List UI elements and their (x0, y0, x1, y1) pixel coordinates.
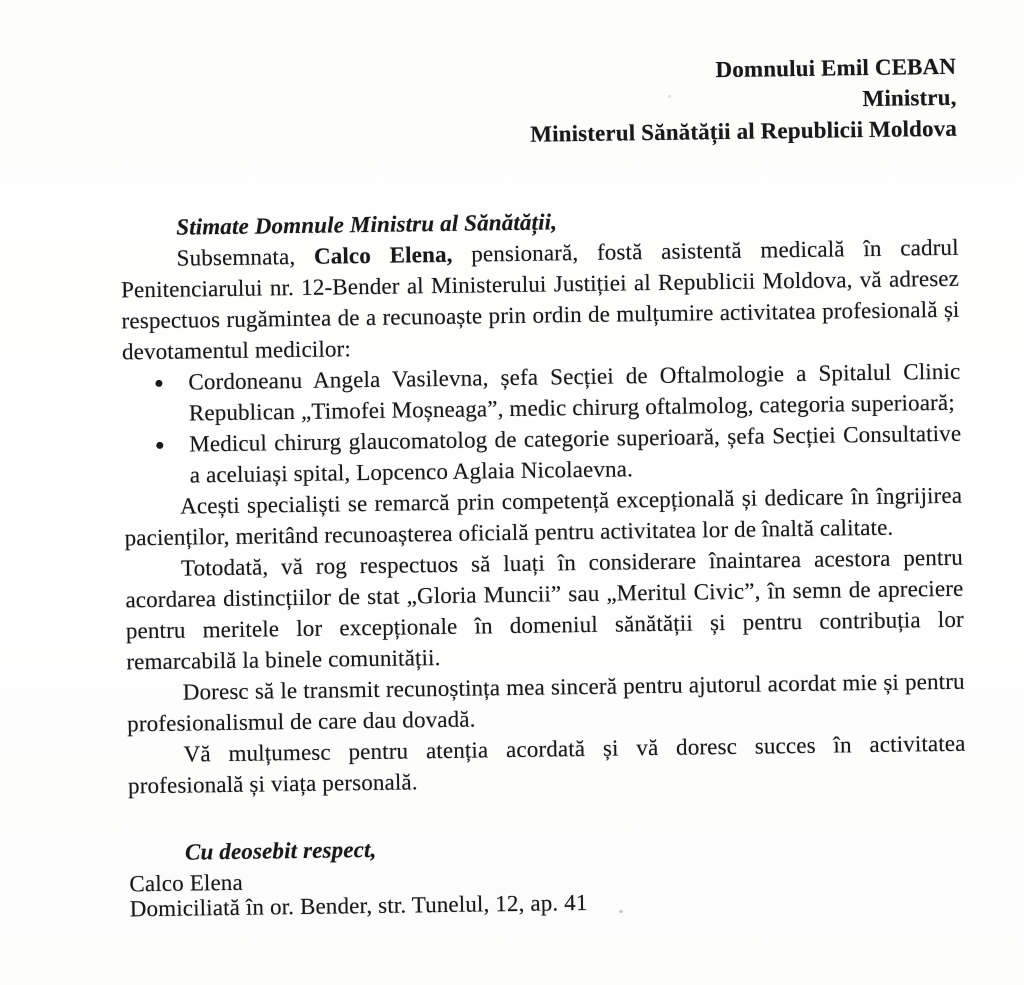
bullet-item-doctor-2 (123, 418, 962, 492)
bullet-icon (155, 380, 162, 387)
signature-name: Calco Elena (129, 869, 244, 897)
paragraph-thanks: Vă mulțumesc pentru atenția acordată și vă doresc succes în activitatea profesională și viața personală. (127, 730, 966, 799)
recipient-block (118, 51, 957, 156)
intro-after-name: pensionară, fostă asistentă medicală în cadrul Penitenciarului nr. 12-Bender al Ministerului Justiției al Republicii Moldova, vă adresez respectuos rugămintea de a recunoaște prin ordin de mulțumire activitatea profesională și devotamentul medicilor: (120, 234, 960, 365)
bullet-item-doctor-1 (122, 356, 961, 430)
bullet-text-doctor-2: Medicul chirurg glaucomatolog de categorie superioară, șefa Secției Consultative a aceluiași spital, Lopcenco Aglaia Nicolaevna. (189, 420, 962, 488)
intro-before-name: Subsemnata, (176, 243, 315, 271)
scan-speck (619, 910, 623, 913)
address-line-clipped: Domiciliată în or. Bender, str. Tunelul, 12, ap. 41 (129, 889, 588, 922)
closing-phrase: Cu deosebit respect, (184, 836, 377, 865)
paragraph-gratitude: Doresc să le transmit recunoștința mea sinceră pentru ajutorul acordat mie și pentru profesionalismul de care dau dovadă. (127, 668, 965, 737)
scan-speck (668, 95, 671, 98)
salutation: Stimate Domnule Ministru al Sănătății, (176, 209, 558, 240)
recipient-name: Domnului Emil CEBAN (715, 53, 957, 83)
paragraph-intro (120, 232, 960, 368)
applicant-name: Calco Elena, (313, 241, 453, 269)
bullet-icon (156, 442, 163, 449)
doctors-bullet-list (122, 356, 962, 492)
recipient-title: Ministru, (862, 84, 957, 112)
paragraph-merit: Acești specialiști se remarcă prin competență excepțională și dedicare în îngrijirea pacienților, meritând recunoașterea oficială pentru activitatea lor de înaltă calitate. (124, 482, 963, 551)
paragraph-distinctions: Totodată, vă rog respectuos să luați în considerare înaintarea acestora pentru acordarea distincțiilor de stat „Gloria Muncii” sau „Meritul Civic”, în semn de apreciere pentru meritele lor excepționale în domeniul sănătății și pentru contribuția lor remarcabilă la binele comunității. (125, 544, 964, 675)
bullet-text-doctor-1: Cordoneanu Angela Vasilevna, șefa Secției de Oftalmologie a Spitalul Clinic Republican „Timofei Moșneaga”, medic chirurg oftalmolog, categoria superioară; (188, 358, 961, 426)
recipient-organization: Ministerul Sănătății al Republicii Moldova (530, 115, 958, 147)
